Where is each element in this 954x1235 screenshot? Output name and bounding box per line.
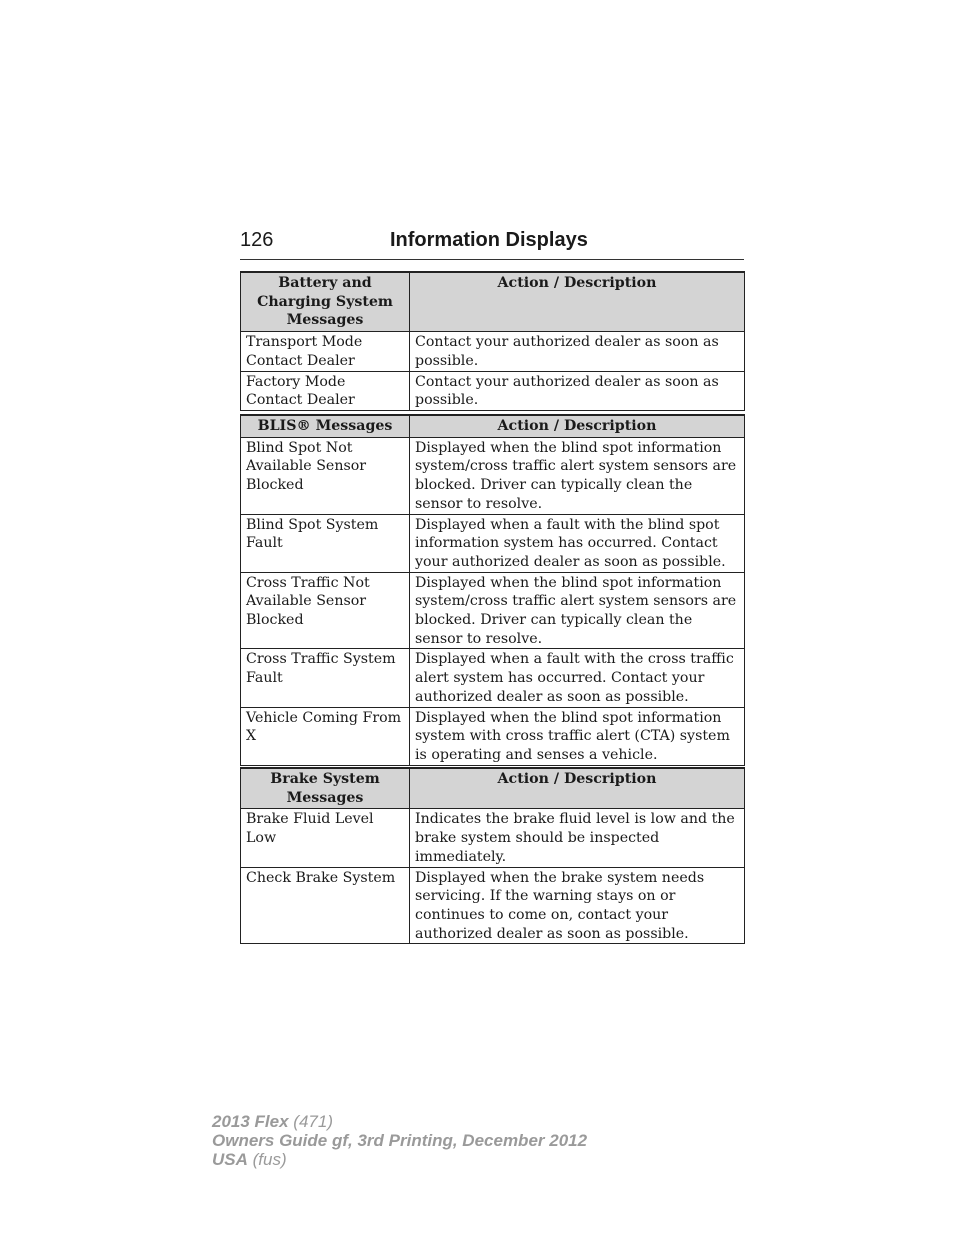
brake-messages-table [240,767,745,944]
page-header [240,229,744,260]
column-header-message: BLIS® Messages [241,415,410,437]
action-cell: Contact your authorized dealer as soon as possible. [410,332,745,371]
page-number: 126 [240,229,274,251]
table-row [241,437,745,514]
message-cell: Transport Mode Contact Dealer [241,332,410,371]
table-row [241,809,745,867]
column-header-action: Action / Description [410,415,745,437]
table-row [241,371,745,410]
footer-market-line [212,1150,587,1169]
message-cell: Brake Fluid Level Low [241,809,410,867]
table-row [241,332,745,371]
action-cell: Displayed when the blind spot information system with cross traffic alert (CTA) system is operating and senses a vehicle. [410,707,745,765]
action-cell: Indicates the brake fluid level is low and the brake system should be inspected immediately. [410,809,745,867]
footer-model-line [212,1112,587,1131]
message-cell: Vehicle Coming From X [241,707,410,765]
section-title: Information Displays [390,229,588,251]
action-cell: Contact your authorized dealer as soon as possible. [410,371,745,410]
footer-model-code: (471) [293,1112,333,1131]
footer-guide: Owners Guide gf, 3rd Printing, December 2012 [212,1131,588,1150]
table-header-row [241,415,745,437]
message-cell: Blind Spot Not Available Sensor Blocked [241,437,410,514]
footer-market-code: (fus) [252,1150,287,1169]
table-row [241,649,745,707]
column-header-message: Brake System Messages [241,768,410,809]
table-header-row [241,768,745,809]
message-cell: Cross Traffic Not Available Sensor Blocked [241,572,410,649]
message-cell: Cross Traffic System Fault [241,649,410,707]
blis-messages-table [240,414,745,766]
table-row [241,514,745,572]
table-row [241,867,745,944]
page-footer [212,1112,587,1169]
table-row [241,707,745,765]
table-header-row [241,272,745,332]
column-header-action: Action / Description [410,272,745,332]
action-cell: Displayed when the brake system needs servicing. If the warning stays on or continues to come on, contact your authorized dealer as soon as possible. [410,867,745,944]
message-cell: Check Brake System [241,867,410,944]
action-cell: Displayed when a fault with the blind spot information system has occurred. Contact your authorized dealer as soon as possible. [410,514,745,572]
message-cell: Blind Spot System Fault [241,514,410,572]
action-cell: Displayed when the blind spot information system/cross traffic alert system sensors are blocked. Driver can typically clean the sensor to resolve. [410,437,745,514]
footer-model: 2013 Flex [212,1112,289,1131]
column-header-action: Action / Description [410,768,745,809]
action-cell: Displayed when a fault with the cross traffic alert system has occurred. Contact your authorized dealer as soon as possible. [410,649,745,707]
battery-messages-table [240,271,745,411]
table-row [241,572,745,649]
message-cell: Factory Mode Contact Dealer [241,371,410,410]
column-header-message: Battery and Charging System Messages [241,272,410,332]
action-cell: Displayed when the blind spot information system/cross traffic alert system sensors are blocked. Driver can typically clean the sensor to resolve. [410,572,745,649]
footer-market: USA [212,1150,248,1169]
